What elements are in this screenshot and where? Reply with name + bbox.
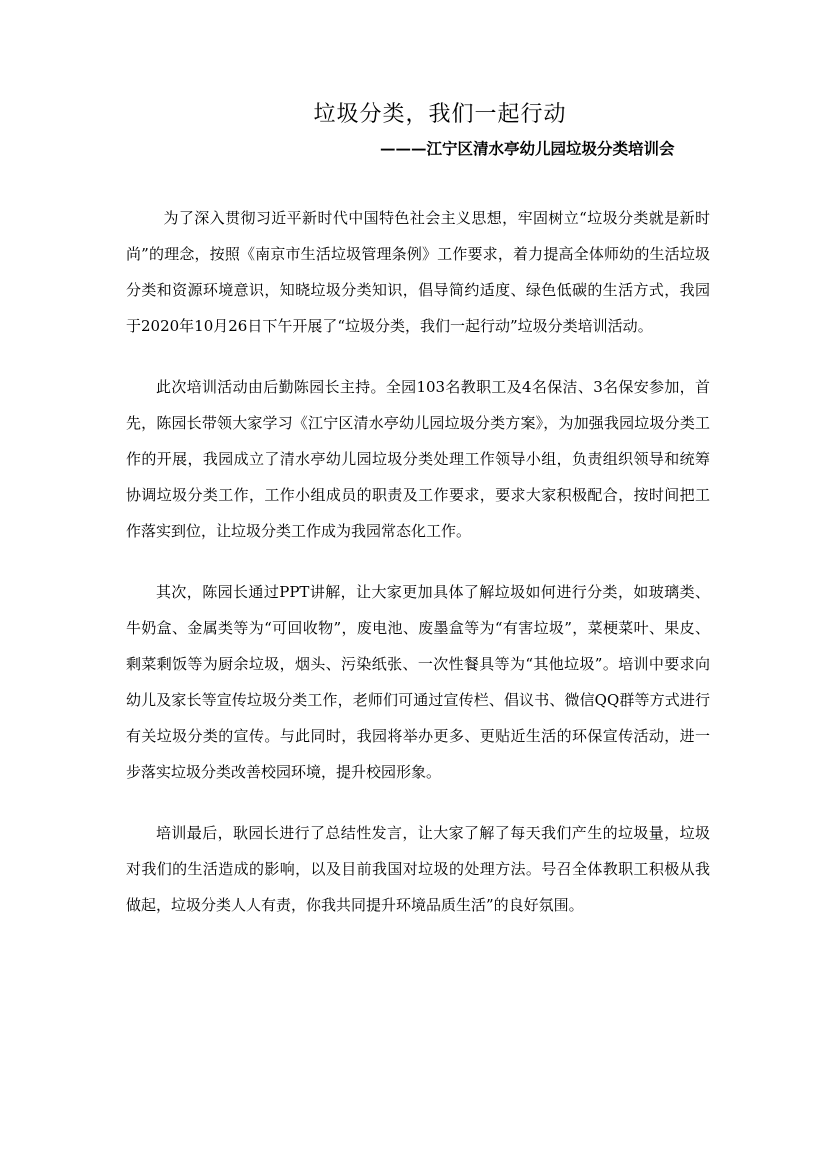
paragraph-classification-explained: 其次，陈园长通过PPT讲解，让大家更加具体了解垃圾如何进行分类，如玻璃类、牛奶盒、金属类等为“可回收物”，废电池、废墨盒等为“有害垃圾”，菜梗菜叶、果皮、剩菜剩饭等为厨余垃圾，烟头、污染纸张、一次性餐具等为“其他垃圾”。培训中要求向幼儿及家长等宣传垃圾分类工作，老师们可通过宣传栏、倡议书、微信QQ群等方式进行有关垃圾分类的宣传。与此同时，我园将举办更多、更贴近生活的环保宣传活动，进一步落实垃圾分类改善校园环境，提升校园形象。 xyxy=(126,583,710,781)
document-title: 垃圾分类，我们一起行动 xyxy=(313,102,567,127)
paragraph-conclusion: 培训最后，耿园长进行了总结性发言，让大家了解了每天我们产生的垃圾量，垃圾对我们的生活造成的影响，以及目前我国对垃圾的处理方法。号召全体教职工积极从我做起，垃圾分类人人有责，你我共同提升环境品质生活”的良好氛围。 xyxy=(126,824,710,914)
document-body xyxy=(126,200,710,948)
paragraph-intro: 为了深入贯彻习近平新时代中国特色社会主义思想，牢固树立“垃圾分类就是新时尚”的理念，按照《南京市生活垃圾管理条例》工作要求，着力提高全体师幼的生活垃圾分类和资源环境意识，知晓垃圾分类知识，倡导简约适度、绿色低碳的生活方式，我园于2020年10月26日下午开展了“垃圾分类，我们一起行动”垃圾分类培训活动。 xyxy=(126,209,710,335)
document-subtitle: ———江宁区清水亭幼儿园垃圾分类培训会 xyxy=(380,139,675,158)
paragraph-training-host: 此次培训活动由后勤陈园长主持。全园103名教职工及4名保洁、3名保安参加，首先，陈园长带领大家学习《江宁区清水亭幼儿园垃圾分类方案》，为加强我园垃圾分类工作的开展，我园成立了清水亭幼儿园垃圾分类处理工作领导小组，负责组织领导和统筹协调垃圾分类工作，工作小组成员的职责及工作要求，要求大家积极配合，按时间把工作落实到位，让垃圾分类工作成为我园常态化工作。 xyxy=(126,378,710,540)
